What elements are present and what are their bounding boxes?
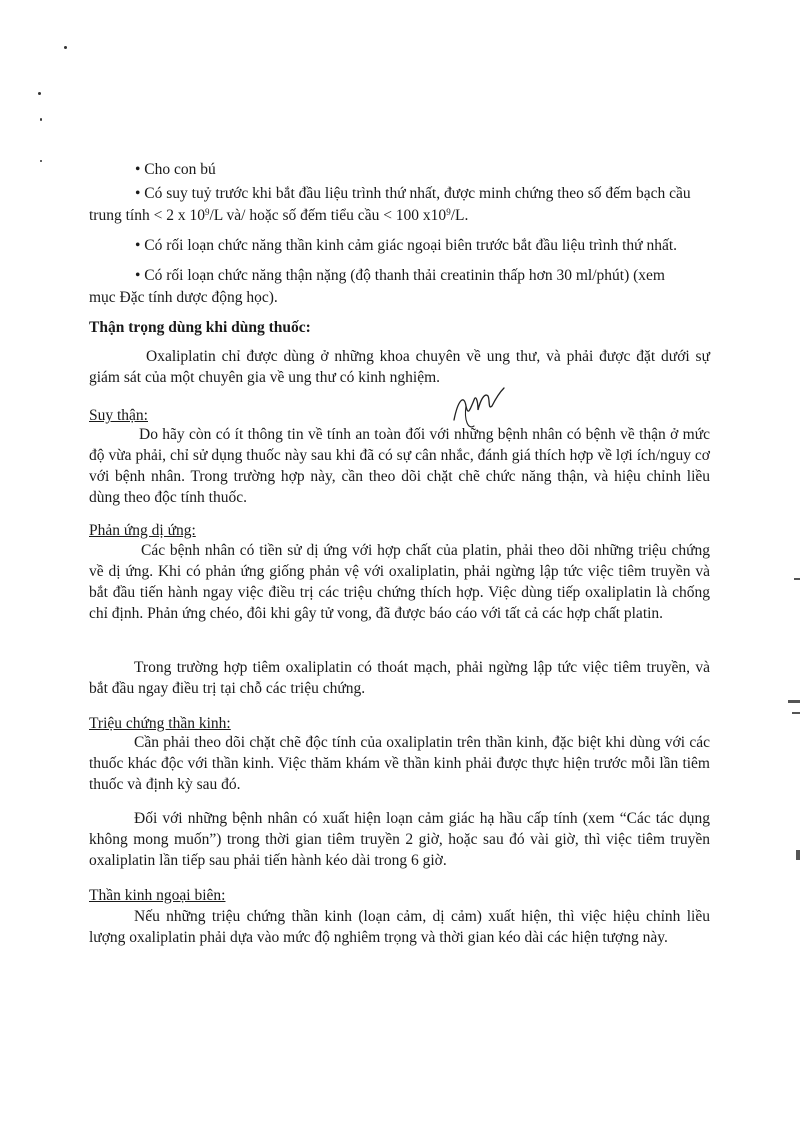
scan-edge-mark [796,850,800,860]
subheading-neurological: Triệu chứng thần kinh: [89,715,231,732]
paragraph-renal: Do hãy còn có ít thông tin về tính an toàn đối với những bệnh nhân có bệnh về thận ở mức độ vừa phải, chỉ sử dụng thuốc này sau khi đã có sự cân nhắc, đánh giá thích hợp về lợi ích/nguy cơ với bệnh nhân. Trong trường hợp này, cần theo dõi chặt chẽ chức năng thận, và hiệu chỉnh liều dùng theo độc tính thuốc. [89,426,710,506]
scan-speck [40,118,42,121]
paragraph-peripheral: Nếu những triệu chứng thần kinh (loạn cảm, dị cảm) xuất hiện, thì việc hiệu chỉnh liều lượng oxaliplatin phải dựa vào mức độ nghiêm trọng và thời gian kéo dài các hiện tượng này. [89,908,710,946]
superscript: 9 [204,207,210,217]
bullet-myelosuppression-line1: • Có suy tuỷ trước khi bắt đầu liệu trình thứ nhất, được minh chứng theo số đếm bạch cầu [135,185,691,202]
bullet-breastfeeding: • Cho con bú [135,161,216,178]
paragraph-neurological-2: Đối với những bệnh nhân có xuất hiện loạn cảm giác hạ hầu cấp tính (xem “Các tác dụng không mong muốn”) trong thời gian tiêm truyền 2 giờ, hoặc sau đó vài giờ, thì việc tiêm truyền oxaliplatin lần tiếp sau phải tiến hành kéo dài trong 6 giờ. [89,810,710,869]
subheading-peripheral: Thần kinh ngoại biên: [89,887,226,904]
paragraph-precautions-intro: Oxaliplatin chỉ được dùng ở những khoa chuyên về ung thư, và phải được đặt dưới sự giám sát của một chuyên gia về ung thư có kinh nghiệm. [89,348,710,386]
bullet-myelosuppression-line2 [89,206,468,226]
text-run: trung tính < 2 x 10 [89,207,205,224]
superscript: 9 [446,207,451,217]
paragraph-neurological-1: Cần phải theo dõi chặt chẽ độc tính của oxaliplatin trên thần kinh, đặc biệt khi dùng với các thuốc khác độc với thần kinh. Việc thăm khám về thần kinh phải được thực hiện trước mỗi lần tiêm thuốc và định kỳ sau đó. [89,734,710,793]
subheading-allergy: Phản ứng dị ứng: [89,522,196,539]
scan-speck [40,160,42,162]
scan-edge-mark [792,712,800,714]
bullet-neuropathy: • Có rối loạn chức năng thần kinh cảm giác ngoại biên trước bắt đầu liệu trình thứ nhất. [135,237,678,254]
text-run: /L và/ hoặc số đếm tiểu cầu < 100 x10 [209,207,447,224]
scan-edge-mark [788,700,800,703]
paragraph-allergy-2: Trong trường hợp tiêm oxaliplatin có thoát mạch, phải ngừng lập tức việc tiêm truyền, và bắt đầu ngay điều trị tại chỗ các triệu chứng. [89,659,710,697]
text-run: /L. [450,207,469,224]
subheading-renal: Suy thận: [89,407,148,424]
scan-speck [64,46,67,49]
scan-speck [38,92,41,95]
bullet-renal-line2: mục Đặc tính dược động học). [89,289,278,306]
handwritten-initials [448,380,508,436]
scan-edge-mark [794,578,800,580]
section-heading-precautions: Thận trọng dùng khi dùng thuốc: [89,319,311,336]
paragraph-allergy-1: Các bệnh nhân có tiền sử dị ứng với hợp chất của platin, phải theo dõi những triệu chứng về dị ứng. Khi có phản ứng giống phản vệ với oxaliplatin, phải ngừng lập tức việc tiêm truyền và bắt đầu tiến hành ngay việc điều trị các triệu chứng thích hợp. Việc dùng tiếp oxaliplatin là chống chỉ định. Phản ứng chéo, đôi khi gây tử vong, đã được báo cáo với tất cả các hợp chất platin. [89,542,710,622]
bullet-renal-line1: • Có rối loạn chức năng thận nặng (độ thanh thải creatinin thấp hơn 30 ml/phút) (xem [135,267,665,284]
